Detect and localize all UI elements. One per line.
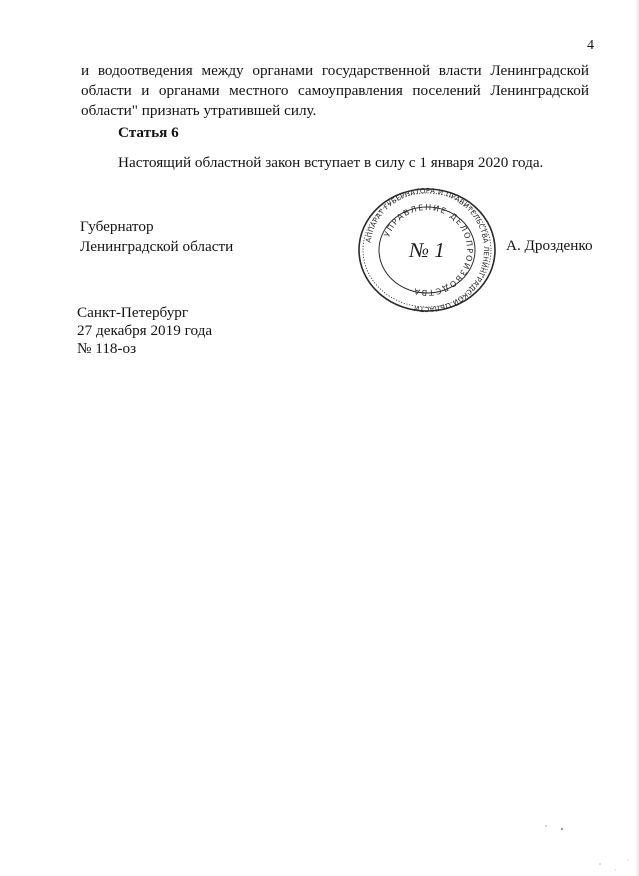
intro-line: и водоотведения между органами государственной власти Ленинградской [81, 62, 589, 79]
intro-line: области и органами местного самоуправления поселений Ленинградской [81, 82, 589, 99]
place-date-block [77, 304, 212, 358]
page-number: 4 [587, 38, 594, 53]
seal-outer-text: АППАРАТ ГУБЕРНАТОРА И ПРАВИТЕЛЬСТВА ЛЕНИНГРАДСКОЙ ОБЛАСТИ [364, 186, 491, 314]
law-number: № 118-оз [77, 340, 137, 357]
scan-edge [635, 0, 639, 876]
intro-line: области" признать утратившей силу. [81, 102, 317, 119]
scan-specks [540, 820, 639, 876]
signature-position [80, 217, 233, 257]
official-seal [352, 186, 502, 314]
signature-position-line: Ленинградской области [80, 238, 234, 255]
signatory-name: А. Дрозденко [506, 237, 593, 254]
intro-paragraph [81, 61, 589, 121]
place-date: 27 декабря 2019 года [77, 322, 213, 339]
seal-inner-text: УПРАВЛЕНИЕ ДЕЛОПРОИЗВОДСТВА [382, 202, 475, 298]
signature-position-line: Губернатор [80, 218, 154, 235]
place-city: Санкт-Петербург [77, 304, 189, 321]
seal-number: № 1 [409, 238, 445, 262]
article-text: Настоящий областной закон вступает в силу с 1 января 2020 года. [118, 154, 544, 171]
article-title: Статья 6 [118, 124, 179, 141]
